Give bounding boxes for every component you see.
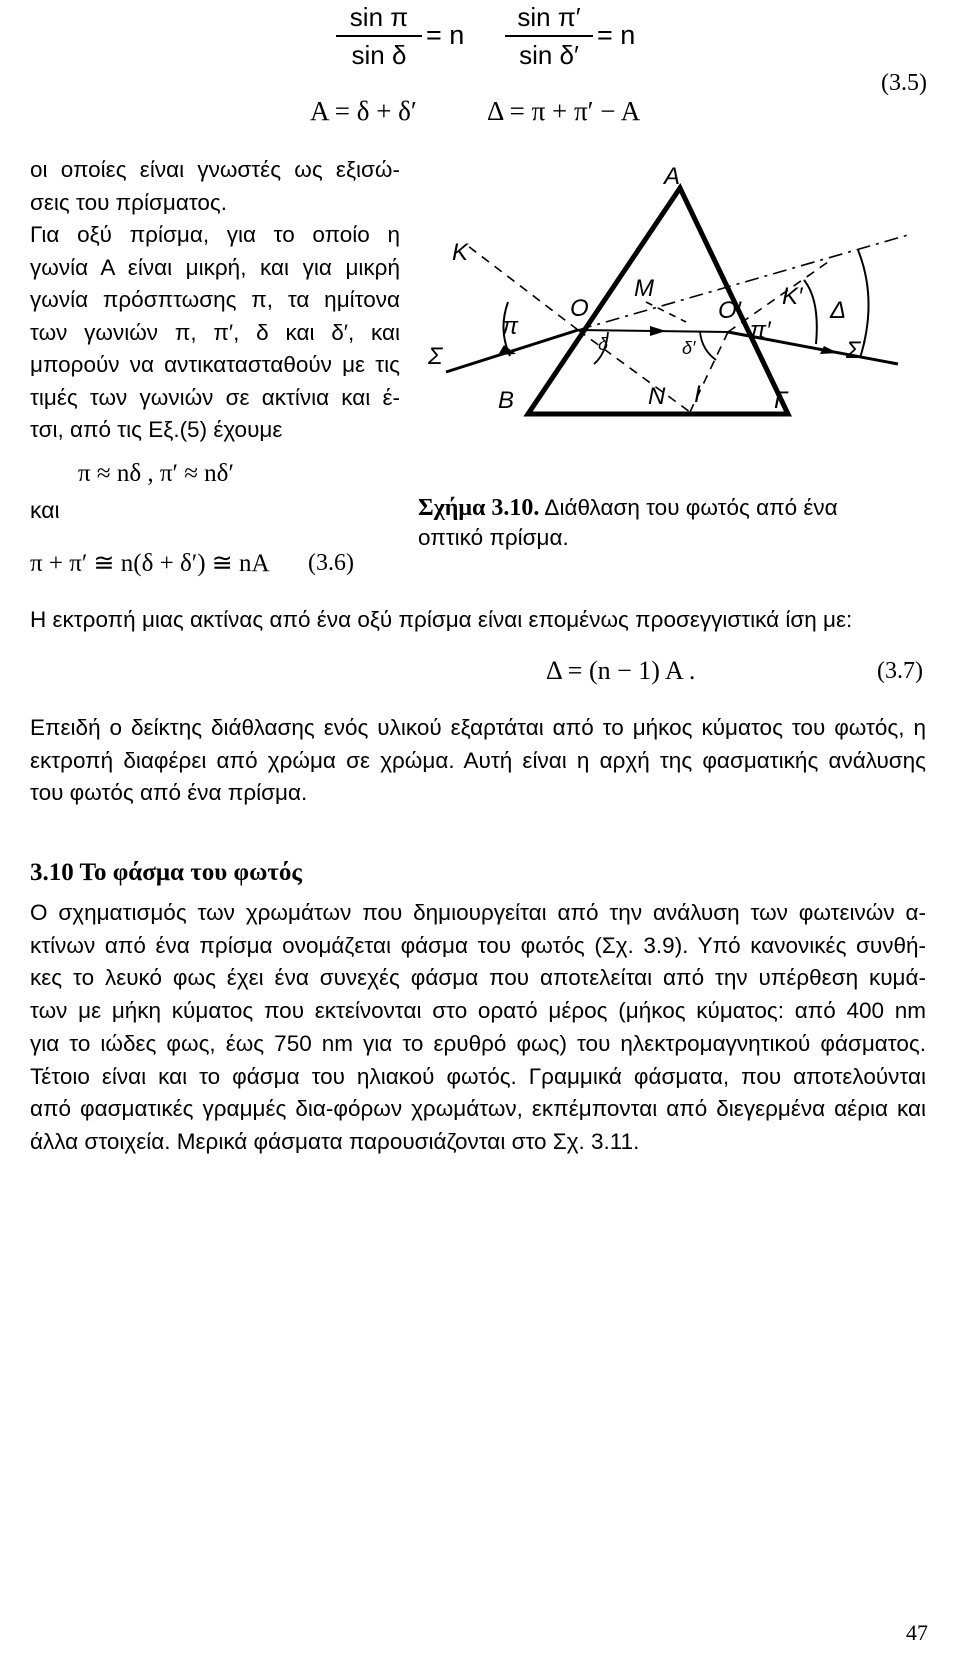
approx-line-2: π + π′ ≅ n(δ + δ′) ≅ nΑ: [30, 550, 270, 577]
label-A: A: [664, 163, 681, 190]
label-pi: π: [502, 313, 519, 340]
label-O-prime: O′: [718, 297, 742, 324]
p2-line-8: άλλα στοιχεία. Μερικά φάσματα παρουσιάζονται στο Σχ. 3.11.: [30, 1128, 640, 1154]
label-O: O: [570, 295, 589, 322]
angle-arc-delta-prime: [700, 332, 716, 360]
label-Gamma: Γ: [774, 387, 788, 414]
label-K-prime: K′: [782, 283, 803, 310]
eq-3-7: Δ = (n − 1) Α .: [546, 656, 696, 685]
left-line-4: γωνία Α είναι μικρή, και για μικρή: [30, 254, 400, 280]
equation-number-3-5: (3.5): [881, 70, 927, 96]
eq-deviation: Δ = π + π′ − Α: [487, 96, 641, 126]
eq1-numerator: sin π: [349, 2, 409, 32]
label-Delta: Δ: [830, 297, 847, 324]
eq2-fraction: [505, 2, 593, 70]
left-line-2: σεις του πρίσματος.: [30, 189, 228, 215]
label-K: K: [452, 239, 469, 266]
p2-line-1: Ο σχηματισμός των χρωμάτων που δημιουργείται από την ανάλυση των φωτεινών α-: [30, 900, 926, 925]
approx-line-1: π ≈ nδ , π′ ≈ nδ′: [78, 460, 234, 487]
left-line-1: οι οποίες είναι γνωστές ως εξισώ-: [30, 157, 400, 182]
eq2-fraction-bar: [505, 35, 593, 37]
equation-number-3-6: (3.6): [308, 550, 354, 576]
paragraph-2: [30, 897, 926, 1159]
eq2-numerator: sin π′: [517, 2, 581, 32]
left-line-8: τιμές των γωνιών σε ακτίνια και έ-: [30, 384, 400, 410]
left-line-3: Για οξύ πρίσμα, για το οποίο η: [30, 222, 400, 247]
p2-line-6: Τέτοιο είναι και το φάσμα του ηλιακού φωτός. Γραμμικά φάσματα, που αποτελούνται: [30, 1063, 926, 1089]
left-column-text: [30, 154, 400, 447]
eq1-rhs: = n: [426, 20, 465, 50]
left-line-9: τσι, από τις Εξ.(5) έχουμε: [30, 417, 283, 442]
paragraph-1: [30, 712, 926, 810]
eq1-fraction: [336, 2, 422, 70]
p2-line-4: των με μήκη κύματος που εκτείνονται στο ορατό μέρος (μήκος κύματος: από 400 nm: [30, 998, 926, 1024]
p2-line-7: από φασματικές γραμμές δια-φόρων χρωμάτων, εκπέμπονται από διεγερμένα αέρια και: [30, 1096, 926, 1122]
equation-number-3-7: (3.7): [877, 658, 923, 684]
p1-line-3: του φωτός από ένα πρίσμα.: [30, 780, 308, 806]
label-delta-prime: δ′: [682, 338, 696, 358]
left-line-5: γωνία πρόσπτωσης π, τα ημίτονα: [30, 287, 400, 312]
label-I: I: [694, 381, 701, 408]
label-Sigma: Σ: [428, 343, 443, 370]
approx-and: και: [30, 497, 60, 523]
p1-line-1: Επειδή ο δείκτης διάθλασης ενός υλικού εξαρτάται από το μήκος κύματος του φωτός, η: [30, 715, 926, 740]
prism-triangle: [528, 188, 788, 414]
figure-caption: [418, 493, 838, 523]
p2-line-5: για το ιώδες φως, έως 750 nm για το ερυθρό φως) του ηλεκτρομαγνητικού φάσματος.: [30, 1030, 926, 1056]
eq2-rhs: = n: [597, 20, 636, 50]
left-line-6: των γωνιών π, π′, δ και δ′, και: [30, 319, 400, 345]
label-delta: δ: [598, 334, 609, 354]
p1-line-2: εκτροπή διαφέρει από χρώμα σε χρώμα. Αυτή είναι η αρχή της φασματικής ανάλυσης: [30, 747, 926, 773]
normal-line-K: [468, 246, 578, 330]
caption-text: Διάθλαση του φωτός από ένα: [539, 495, 838, 520]
page-number: 47: [906, 1620, 928, 1645]
caption-label: Σχήμα 3.10.: [418, 495, 540, 521]
p2-line-3: κες το λευκό φως έχει ένα συνεχές φάσμα που αποτελείται από την υπέρθεση κυμά-: [30, 965, 926, 991]
label-M: M: [634, 275, 654, 302]
eq2-denominator: sin δ′: [519, 40, 579, 70]
left-line-7: μπορούν να αντικατασταθούν με τις: [30, 352, 400, 377]
p2-line-2: κτίνων από ένα πρίσμα ονομάζεται φάσμα του φωτός (Σχ. 3.9). Υπό κανονικές συνθή-: [30, 932, 926, 958]
inner-normal-O: [578, 330, 690, 412]
deviation-sentence: Η εκτροπή μιας ακτίνας από ένα οξύ πρίσμα είναι επομένως προσεγγιστικά ίση με:: [30, 607, 853, 632]
eq1-denominator: sin δ: [351, 40, 407, 70]
caption-line-2: οπτικό πρίσμα.: [418, 525, 569, 550]
section-heading: 3.10 Το φάσμα του φωτός: [30, 859, 302, 886]
refracted-ray-arrow: [650, 326, 666, 336]
emergent-ray-arrow: [820, 346, 838, 354]
label-pi-prime: π′: [750, 317, 771, 344]
eq1-fraction-bar: [336, 35, 422, 37]
prism-refraction-figure: [428, 150, 928, 450]
angle-arc-pi-prime: [804, 280, 817, 344]
eq-apex-angle: Α = δ + δ′: [310, 96, 417, 126]
label-B: B: [498, 387, 515, 414]
label-N: N: [648, 383, 666, 410]
label-Sigma-prime: Σ′: [846, 337, 865, 364]
